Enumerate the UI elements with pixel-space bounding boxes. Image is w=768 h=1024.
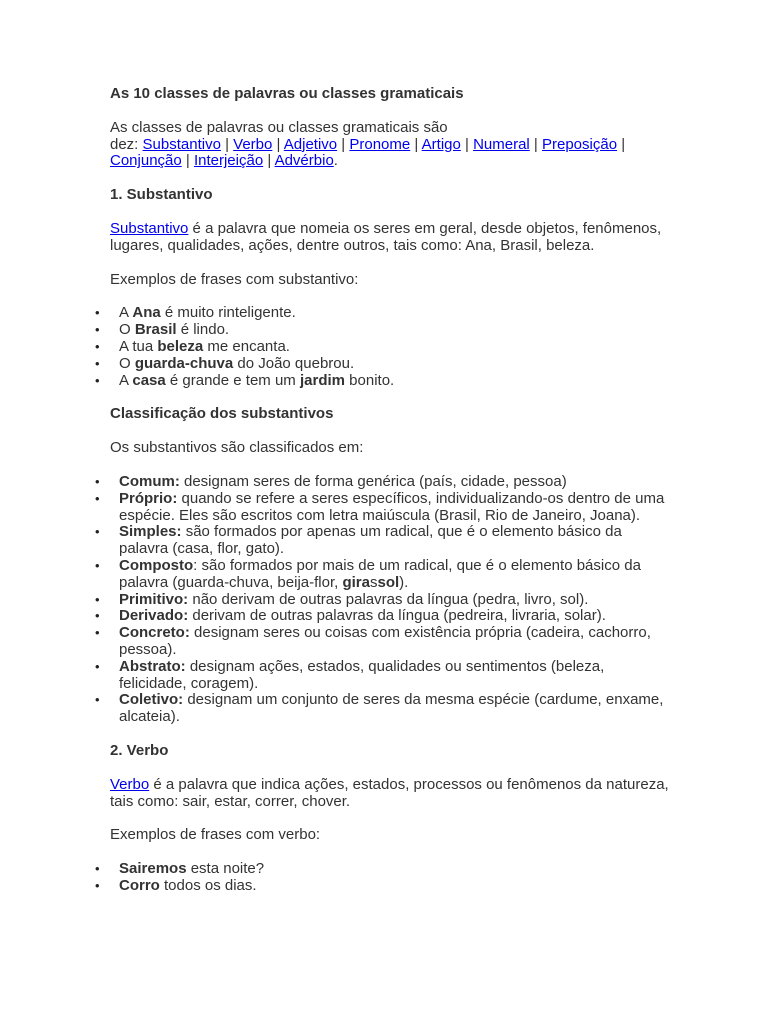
bold-term: Coletivo: xyxy=(119,691,184,709)
class-link-5[interactable]: Artigo xyxy=(421,135,461,153)
link-separator: | xyxy=(529,135,542,153)
item-text: é grande e tem um xyxy=(165,371,300,389)
bold-term: Brasil xyxy=(134,321,177,339)
list-item xyxy=(119,625,670,659)
link-separator: | xyxy=(460,135,474,153)
list-item xyxy=(119,878,670,895)
link-separator: | xyxy=(272,135,284,153)
intro-end: . xyxy=(333,152,338,170)
bold-term: Concreto: xyxy=(119,624,190,642)
link-separator: | xyxy=(617,135,626,153)
substantivo-examples-intro: Exemplos de frases com substantivo: xyxy=(110,270,359,288)
substantivo-definition-text: é a palavra que nomeia os seres em geral, desde objetos, fenômenos, lugares, qualidades, ações, dentre outros, tais como: Ana, Brasil, beleza. xyxy=(110,219,662,254)
bold-term: Simples: xyxy=(119,523,182,541)
item-text: não derivam de outras palavras da língua (pedra, livro, sol). xyxy=(188,590,589,608)
class-link-2[interactable]: Verbo xyxy=(233,135,273,153)
classification-list xyxy=(88,474,670,726)
item-text: ). xyxy=(399,573,409,591)
section-heading-substantivo: 1. Substantivo xyxy=(110,186,213,204)
item-text: designam seres ou coisas com existência própria (cadeira, cachorro, pessoa). xyxy=(119,624,651,658)
item-text: designam ações, estados, qualidades ou sentimentos (beleza, felicidade, coragem). xyxy=(119,657,605,692)
item-text: quando se refere a seres específicos, individualizando-os dentro de uma espécie. Eles são escritos com letra maiúscula (Brasil, Rio de Janeiro, Joana). xyxy=(119,489,665,524)
class-link-6[interactable]: Numeral xyxy=(473,135,530,153)
verbo-examples-list xyxy=(88,861,670,895)
list-item xyxy=(119,474,670,491)
bold-term: gira xyxy=(342,573,370,591)
bold-term: Abstrato: xyxy=(119,657,186,675)
item-text: : são formados por mais de um radical, que é o elemento básico da palavra (guarda-chuva, beija-flor, xyxy=(119,556,641,591)
link-separator: | xyxy=(263,152,275,170)
intro-prefix: dez: xyxy=(110,135,143,153)
verbo-definition xyxy=(110,777,670,811)
verbo-definition-text: é a palavra que indica ações, estados, processos ou fenômenos da natureza, tais como: sair, estar, correr, chover. xyxy=(110,775,669,810)
verbo-examples-intro: Exemplos de frases com verbo: xyxy=(110,826,321,844)
item-text: A xyxy=(119,304,133,322)
class-link-8[interactable]: Conjunção xyxy=(110,152,182,170)
list-item xyxy=(119,659,670,693)
class-link-7[interactable]: Preposição xyxy=(542,135,618,153)
link-separator: | xyxy=(410,135,422,153)
item-text: é lindo. xyxy=(176,321,230,339)
class-link-10[interactable]: Advérbio xyxy=(274,152,334,170)
item-text: A tua xyxy=(119,337,158,355)
list-item xyxy=(119,692,670,726)
bold-term: beleza xyxy=(157,337,204,355)
link-separator: | xyxy=(181,152,194,170)
verbo-link[interactable]: Verbo xyxy=(110,775,150,793)
bold-term: Sairemos xyxy=(119,860,187,878)
item-text: O xyxy=(119,354,135,372)
bold-term: Composto xyxy=(119,556,194,574)
class-link-3[interactable]: Adjetivo xyxy=(283,135,338,153)
bold-term: jardim xyxy=(299,371,345,389)
item-text: é muito rinteligente. xyxy=(160,304,296,322)
item-text: derivam de outras palavras da língua (pedreira, livraria, solar). xyxy=(188,607,606,625)
item-text: bonito. xyxy=(345,371,395,389)
bold-term: Ana xyxy=(132,304,161,322)
substantivo-link[interactable]: Substantivo xyxy=(110,219,189,237)
bold-term: Primitivo: xyxy=(119,590,189,608)
bold-term: Comum: xyxy=(119,472,180,490)
bold-term: Próprio: xyxy=(119,489,178,507)
item-text: esta noite? xyxy=(186,860,265,878)
item-text: designam seres de forma genérica (país, cidade, pessoa) xyxy=(179,472,567,490)
bold-term: sol xyxy=(377,573,400,591)
item-text: todos os dias. xyxy=(159,876,257,894)
item-text: designam um conjunto de seres da mesma espécie (cardume, enxame, alcateia). xyxy=(119,691,664,726)
list-item xyxy=(119,305,670,322)
intro-paragraph xyxy=(110,120,670,170)
bold-term: Corro xyxy=(119,876,160,894)
list-item xyxy=(119,322,670,339)
list-item xyxy=(119,339,670,356)
list-item xyxy=(119,592,670,609)
list-item xyxy=(119,608,670,625)
list-item xyxy=(119,861,670,878)
link-separator: | xyxy=(220,135,234,153)
intro-line: As classes de palavras ou classes gramaticais são xyxy=(110,118,448,136)
item-text: A xyxy=(119,371,133,389)
section-heading-verbo: 2. Verbo xyxy=(110,741,169,759)
list-item xyxy=(119,373,670,390)
bold-term: Derivado: xyxy=(119,607,189,625)
link-separator: | xyxy=(337,135,350,153)
item-text: são formados por apenas um radical, que é o elemento básico da palavra (casa, flor, gato). xyxy=(119,523,622,558)
substantivo-examples-list xyxy=(88,305,670,389)
bold-term: guarda-chuva xyxy=(134,354,234,372)
substantivo-definition xyxy=(110,221,670,255)
list-item xyxy=(119,524,670,558)
intro-links xyxy=(110,137,670,171)
list-item xyxy=(119,491,670,525)
classification-heading: Classificação dos substantivos xyxy=(110,405,334,423)
page-title: As 10 classes de palavras ou classes gramaticais xyxy=(110,85,464,102)
list-item xyxy=(119,558,670,592)
item-text: s xyxy=(369,573,378,591)
class-link-1[interactable]: Substantivo xyxy=(142,135,221,153)
class-link-4[interactable]: Pronome xyxy=(349,135,411,153)
classification-intro: Os substantivos são classificados em: xyxy=(110,439,364,457)
item-text: me encanta. xyxy=(203,337,290,355)
item-text: O xyxy=(119,321,135,339)
bold-term: casa xyxy=(132,371,166,389)
item-text: do João quebrou. xyxy=(233,354,355,372)
class-link-9[interactable]: Interjeição xyxy=(193,152,264,170)
list-item xyxy=(119,356,670,373)
